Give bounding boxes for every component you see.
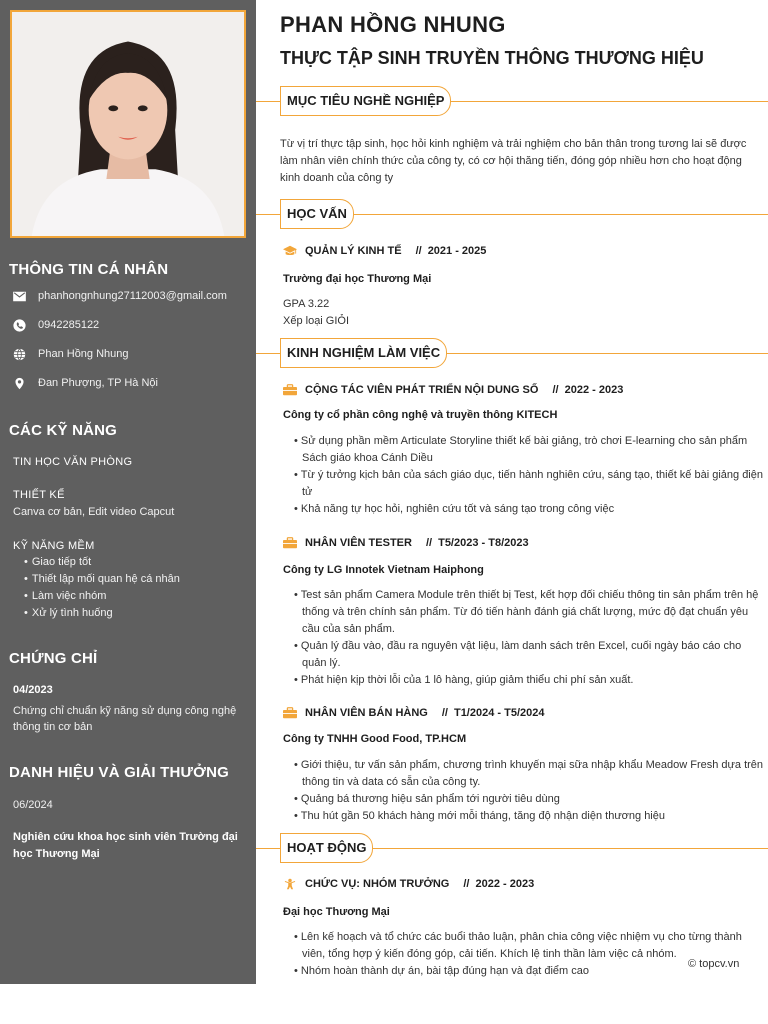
soft-skills-list <box>24 554 180 622</box>
portrait-image <box>12 12 244 236</box>
list-item: • Từ ý tưởng kịch bản của sách giáo dục, tiến hành nghiên cứu, sáng tạo, thiết kế bài giảng điện tử <box>294 467 764 501</box>
job-bullets <box>294 433 764 518</box>
list-item: • Lên kế hoạch và tổ chức các buổi thảo luận, phân chia công việc nhiệm vụ cho từng thành viên, tổng hợp ý kiến đóng góp, cải tiến. Khích lệ tinh thần làm việc cả nhóm. <box>294 929 764 963</box>
job-entry-header: CỘNG TÁC VIÊN PHÁT TRIỂN NỘI DUNG SỐ // 2022 - 2023 <box>283 384 623 396</box>
list-item: • Sử dụng phần mềm Articulate Storyline thiết kế bài giảng, trò chơi E-learning cho sản phẩm Sách giáo khoa Cánh Diều <box>294 433 764 467</box>
skills-heading: CÁC KỸ NĂNG <box>9 422 118 439</box>
job-period: T1/2024 - T5/2024 <box>453 707 545 719</box>
education-school: Trường đại học Thương Mại <box>283 273 432 285</box>
contact-address <box>12 376 158 390</box>
job-company: Công ty cổ phần công nghệ và truyền thông KITECH <box>283 409 558 421</box>
job-role: NHÂN VIÊN BÁN HÀNG <box>305 707 428 719</box>
person-icon <box>283 878 297 890</box>
list-item: • Giới thiệu, tư vấn sản phẩm, chương trình khuyến mại sữa nhập khẩu Meadow Fresh dựa trên thông tin và data có sẵn của công ty. <box>294 757 764 791</box>
contact-website-text: Phan Hồng Nhung <box>38 348 129 360</box>
education-heading: HỌC VẤN <box>280 199 354 229</box>
graduation-cap-icon <box>283 245 297 257</box>
objective-heading: MỤC TIÊU NGHỀ NGHIỆP <box>280 86 451 116</box>
job-company: Công ty LG Innotek Vietnam Haiphong <box>283 564 484 576</box>
job-bullets <box>294 587 764 689</box>
briefcase-icon <box>283 537 297 549</box>
skill-design-title: THIẾT KẾ <box>13 489 65 501</box>
email-icon <box>12 289 26 303</box>
activity-org: Đại học Thương Mại <box>283 906 390 918</box>
skill-soft-title: KỸ NĂNG MỀM <box>13 540 95 552</box>
cert-text: Chứng chỉ chuẩn kỹ năng sử dụng công nghệ thông tin cơ bản <box>13 705 237 733</box>
education-period: 2021 - 2025 <box>427 245 487 257</box>
sidebar <box>0 0 256 984</box>
job-entry-header: NHÂN VIÊN BÁN HÀNG // T1/2024 - T5/2024 <box>283 707 544 719</box>
job-company: Công ty TNHH Good Food, TP.HCM <box>283 733 467 745</box>
location-pin-icon <box>12 376 26 390</box>
award-text: Nghiên cứu khoa học sinh viên Trường đại học Thương Mại <box>13 831 238 860</box>
list-item: • Khả năng tự học hỏi, nghiên cứu tốt và sáng tạo trong công việc <box>294 501 764 518</box>
list-item: • Nhóm hoàn thành dự án, bài tập đúng hạn và đạt điểm cao <box>294 963 764 980</box>
cert-date: 04/2023 <box>13 684 53 696</box>
candidate-name: PHAN HỒNG NHUNG <box>280 12 506 37</box>
briefcase-icon <box>283 707 297 719</box>
job-period: 2022 - 2023 <box>564 384 624 396</box>
education-entry-header: QUẢN LÝ KINH TẾ // 2021 - 2025 <box>283 245 486 257</box>
briefcase-icon <box>283 384 297 396</box>
list-item: • Test sản phẩm Camera Module trên thiết bị Test, kết hợp đối chiếu thông tin sản phẩm trên hệ thống và trên chính sản phẩm. Từ đó tiến hành đánh giá chất lượng, mức độ đạt chuẩn yêu cầu của sản phẩm. <box>294 587 764 638</box>
experience-heading: KINH NGHIỆM LÀM VIỆC <box>280 338 447 368</box>
list-item: • Thu hút gần 50 khách hàng mới mỗi tháng, tăng độ nhận diện thương hiệu <box>294 808 764 825</box>
skill-design-detail: Canva cơ bản, Edit video Capcut <box>13 506 175 518</box>
objective-text: Từ vị trí thực tập sinh, học hỏi kinh nghiệm và trải nghiệm cho bản thân trong tương lai sẽ được làm nhân viên chính thức của công ty, có cơ hội thăng tiến, đóng góp nhiều hơn cho hoạt động kinh doanh của công ty <box>280 138 747 184</box>
list-item: • Xử lý tình huống <box>24 605 180 622</box>
phone-icon <box>12 318 26 332</box>
activity-bullets <box>294 929 764 980</box>
globe-icon <box>12 347 26 361</box>
contact-address-text: Đan Phượng, TP Hà Nội <box>38 377 158 389</box>
job-title: THỰC TẬP SINH TRUYỀN THÔNG THƯƠNG HIỆU <box>280 48 704 68</box>
award-date: 06/2024 <box>13 799 53 811</box>
list-item: • Phát hiện kịp thời lỗi của 1 lô hàng, giúp giảm thiểu chi phí sản xuất. <box>294 672 764 689</box>
job-entry-header: NHÂN VIÊN TESTER // T5/2023 - T8/2023 <box>283 537 529 549</box>
activity-entry-header: CHỨC VỤ: NHÓM TRƯỞNG // 2022 - 2023 <box>283 878 534 890</box>
topcv-watermark: © topcv.vn <box>688 958 740 970</box>
awards-heading: DANH HIỆU VÀ GIẢI THƯỞNG <box>9 764 230 781</box>
certificates-heading: CHỨNG CHỈ <box>9 650 98 667</box>
education-gpa: GPA 3.22 <box>283 298 330 310</box>
contact-email-text: phanhongnhung27112003@gmail.com <box>38 290 227 302</box>
contact-phone-text: 0942285122 <box>38 319 100 331</box>
personal-info-heading: THÔNG TIN CÁ NHÂN <box>9 261 169 278</box>
education-rank: Xếp loại GIỎI <box>283 315 350 327</box>
job-bullets <box>294 757 764 825</box>
contact-website[interactable] <box>12 347 129 361</box>
activity-role: CHỨC VỤ: NHÓM TRƯỞNG <box>305 878 450 890</box>
job-role: CỘNG TÁC VIÊN PHÁT TRIỂN NỘI DUNG SỐ <box>305 384 539 396</box>
profile-photo <box>10 10 246 238</box>
education-major: QUẢN LÝ KINH TẾ <box>305 245 402 257</box>
list-item: • Quản lý đầu vào, đầu ra nguyên vật liệu, làm danh sách trên Excel, cuối ngày báo cáo cho quản lý. <box>294 638 764 672</box>
list-item: • Giao tiếp tốt <box>24 554 180 571</box>
activities-heading: HOẠT ĐỘNG <box>280 833 373 863</box>
contact-phone[interactable] <box>12 318 99 332</box>
skill-office: TIN HỌC VĂN PHÒNG <box>13 456 133 468</box>
contact-email[interactable] <box>12 289 227 303</box>
list-item: • Thiết lập mối quan hệ cá nhân <box>24 571 180 588</box>
activity-period: 2022 - 2023 <box>475 878 535 890</box>
list-item: • Làm việc nhóm <box>24 588 180 605</box>
job-period: T5/2023 - T8/2023 <box>438 537 529 549</box>
job-role: NHÂN VIÊN TESTER <box>305 537 412 549</box>
list-item: • Quảng bá thương hiệu sản phẩm tới người tiêu dùng <box>294 791 764 808</box>
